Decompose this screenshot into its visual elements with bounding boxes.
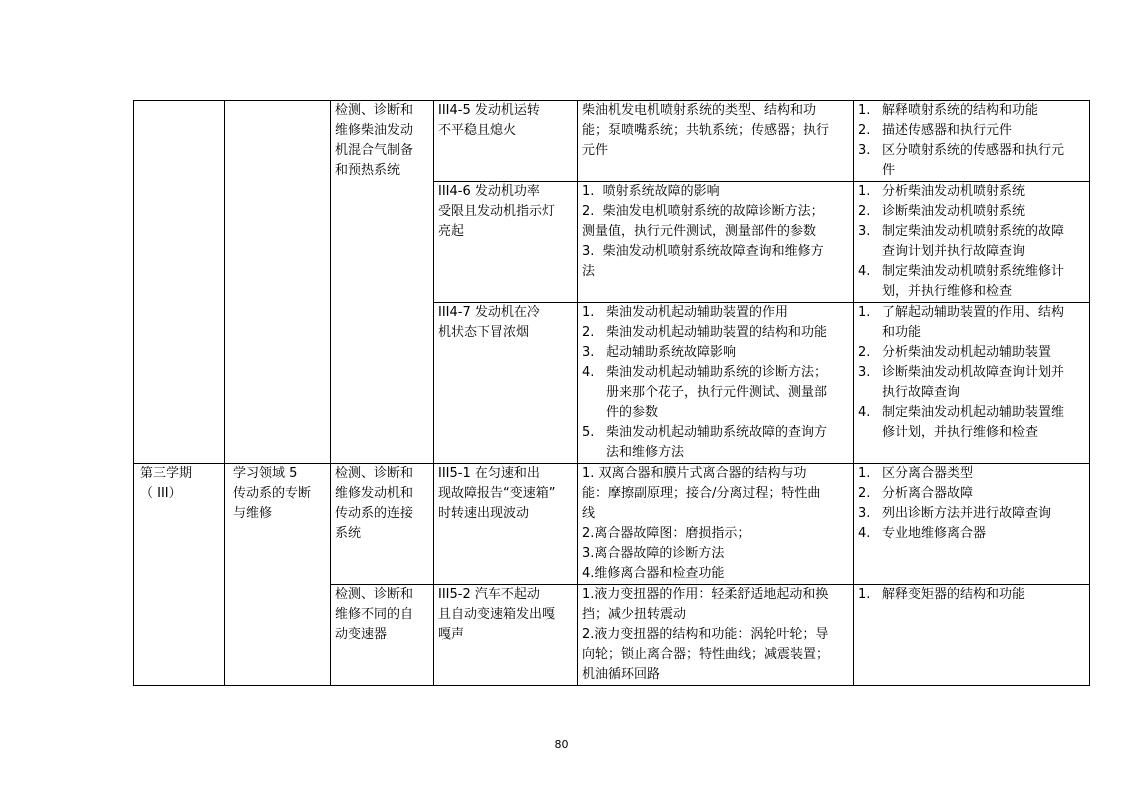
task-line: III4-7 发动机在冷 bbox=[438, 305, 540, 320]
content-cell bbox=[578, 585, 854, 686]
content-item bbox=[582, 363, 849, 423]
content-line: 能；泵喷嘴系统；共轨系统；传感器；执行 bbox=[582, 123, 830, 138]
sub-area-line: 检测、诊断和 bbox=[335, 103, 414, 118]
goal-item bbox=[858, 303, 1085, 343]
goals-cell bbox=[854, 585, 1090, 686]
sub-area-line: 维修发动机和 bbox=[335, 486, 414, 501]
goals-cell bbox=[854, 464, 1090, 585]
sub-area-line: 系统 bbox=[335, 526, 362, 541]
task-line: 亮起 bbox=[438, 224, 465, 239]
content-cell bbox=[578, 464, 854, 585]
goal-number: 1. bbox=[858, 587, 871, 602]
content-number: 4. bbox=[582, 365, 595, 380]
goal-number: 4. bbox=[858, 526, 871, 541]
goal-text: 解释变矩器的结构和功能 bbox=[882, 587, 1026, 602]
content-line: 2. 柴油发电机喷射系统的故障诊断方法； bbox=[582, 204, 824, 219]
curriculum-table bbox=[133, 100, 1090, 686]
semester-cell bbox=[134, 464, 225, 686]
content-number: 5. bbox=[582, 425, 595, 440]
goal-number: 3. bbox=[858, 506, 871, 521]
content-line: 元件 bbox=[582, 143, 609, 158]
content-line: 3. 柴油发动机喷射系统故障查询和维修方 bbox=[582, 244, 824, 259]
content-cell bbox=[578, 303, 854, 464]
goal-item bbox=[858, 504, 1085, 524]
task-line: 不平稳且熄火 bbox=[438, 123, 517, 138]
sub-area-line: 检测、诊断和 bbox=[335, 587, 414, 602]
task-cell bbox=[434, 585, 578, 686]
content-line: 2.离合器故障图：磨损指示； bbox=[582, 526, 751, 541]
content-item bbox=[582, 423, 849, 463]
goal-number: 1. bbox=[858, 103, 871, 118]
content-text: 册来那个花子，执行元件测试、测量部 bbox=[606, 385, 828, 400]
content-line: 法 bbox=[582, 264, 596, 279]
sub-area-line: 维修不同的自 bbox=[335, 607, 414, 622]
goal-number: 4. bbox=[858, 264, 871, 279]
goal-text: 划，并执行维修和检查 bbox=[882, 284, 1013, 299]
goal-number: 1. bbox=[858, 466, 871, 481]
goals-cell bbox=[854, 182, 1090, 303]
table-row bbox=[134, 464, 1090, 585]
goal-text: 区分离合器类型 bbox=[882, 466, 974, 481]
goal-text: 制定柴油发动机起动辅助装置维 bbox=[882, 405, 1065, 420]
goal-text: 专业地维修离合器 bbox=[882, 526, 987, 541]
content-item bbox=[582, 323, 849, 343]
goal-item bbox=[858, 141, 1085, 181]
content-line: 1. 双离合器和膜片式离合器的结构与功 bbox=[582, 466, 807, 481]
goal-item bbox=[858, 182, 1085, 202]
sub-area-line: 维修柴油发动 bbox=[335, 123, 414, 138]
learning-field-cell bbox=[225, 464, 331, 686]
sub-area-cell bbox=[331, 101, 434, 464]
goal-item bbox=[858, 524, 1085, 544]
goal-text: 诊断柴油发动机故障查询计划并 bbox=[882, 365, 1065, 380]
content-text: 法和维修方法 bbox=[606, 445, 685, 460]
sub-area-line: 机混合气制备 bbox=[335, 143, 414, 158]
goal-text: 了解起动辅助装置的作用、结构 bbox=[882, 305, 1065, 320]
goal-item bbox=[858, 363, 1085, 403]
goal-text: 制定柴油发动机喷射系统维修计 bbox=[882, 264, 1065, 279]
task-line: III5-1 在匀速和出 bbox=[438, 466, 540, 481]
learning-field-line: 传动系的专断 bbox=[233, 486, 312, 501]
goal-text: 解释喷射系统的结构和功能 bbox=[882, 103, 1039, 118]
goal-item bbox=[858, 262, 1085, 302]
content-number: 2. bbox=[582, 325, 595, 340]
task-cell bbox=[434, 101, 578, 182]
goal-number: 3. bbox=[858, 143, 871, 158]
goal-number: 2. bbox=[858, 486, 871, 501]
task-line: 机状态下冒浓烟 bbox=[438, 325, 530, 340]
content-line: 2.液力变扭器的结构和功能：涡轮叶轮；导 bbox=[582, 627, 829, 642]
goal-item bbox=[858, 484, 1085, 504]
goal-text: 诊断柴油发动机喷射系统 bbox=[882, 204, 1026, 219]
content-item bbox=[582, 343, 849, 363]
goal-item bbox=[858, 464, 1085, 484]
content-line: 机油循环回路 bbox=[582, 667, 661, 682]
content-line: 测量值，执行元件测试，测量部件的参数 bbox=[582, 224, 817, 239]
goal-text: 执行故障查询 bbox=[882, 385, 961, 400]
table-row bbox=[134, 101, 1090, 182]
goals-cell bbox=[854, 303, 1090, 464]
task-cell bbox=[434, 303, 578, 464]
goal-item bbox=[858, 101, 1085, 121]
goal-text: 查询计划并执行故障查询 bbox=[882, 244, 1026, 259]
goal-number: 1. bbox=[858, 184, 871, 199]
content-cell bbox=[578, 182, 854, 303]
content-text: 柴油发动机起动辅助装置的结构和功能 bbox=[606, 325, 828, 340]
goal-item bbox=[858, 403, 1085, 443]
learning-field-line: 与维修 bbox=[233, 506, 273, 521]
goal-text: 分析离合器故障 bbox=[882, 486, 974, 501]
content-text: 柴油发动机起动辅助系统故障的查询方 bbox=[606, 425, 828, 440]
goal-item bbox=[858, 343, 1085, 363]
content-line: 柴油机发电机喷射系统的类型、结构和功 bbox=[582, 103, 817, 118]
goal-number: 1. bbox=[858, 305, 871, 320]
task-line: 受限且发动机指示灯 bbox=[438, 204, 556, 219]
sub-area-line: 和预热系统 bbox=[335, 163, 401, 178]
semester-cell-empty bbox=[134, 101, 225, 464]
task-cell bbox=[434, 182, 578, 303]
task-line: III4-5 发动机运转 bbox=[438, 103, 540, 118]
content-text: 柴油发动机起动辅助装置的作用 bbox=[606, 305, 789, 320]
goal-number: 4. bbox=[858, 405, 871, 420]
content-text: 件的参数 bbox=[606, 405, 659, 420]
sub-area-line: 传动系的连接 bbox=[335, 506, 414, 521]
sub-area-cell bbox=[331, 464, 434, 585]
content-line: 1.液力变扭器的作用：轻柔舒适地起动和换 bbox=[582, 587, 829, 602]
goal-item bbox=[858, 121, 1085, 141]
sub-area-cell bbox=[331, 585, 434, 686]
task-cell bbox=[434, 464, 578, 585]
task-line: III5-2 汽车不起动 bbox=[438, 587, 540, 602]
learning-field-cell-empty bbox=[225, 101, 331, 464]
content-line: 线 bbox=[582, 506, 596, 521]
content-line: 能：摩擦副原理；接合/分离过程；特性曲 bbox=[582, 486, 821, 501]
goal-text: 和功能 bbox=[882, 325, 922, 340]
content-line: 向轮；锁止离合器；特性曲线；减震装置； bbox=[582, 647, 830, 662]
sub-area-line: 检测、诊断和 bbox=[335, 466, 414, 481]
semester-label: 第三学期 bbox=[140, 466, 193, 481]
content-line: 4.维修离合器和检查功能 bbox=[582, 566, 725, 581]
goal-number: 2. bbox=[858, 204, 871, 219]
content-text: 起动辅助系统故障影响 bbox=[606, 345, 737, 360]
page-number: 80 bbox=[554, 738, 569, 751]
content-line: 挡；减少扭转震动 bbox=[582, 607, 687, 622]
task-line: 时转速出现波动 bbox=[438, 506, 530, 521]
goal-text: 修计划，并执行维修和检查 bbox=[882, 425, 1039, 440]
content-number: 1. bbox=[582, 305, 595, 320]
content-line: 3.离合器故障的诊断方法 bbox=[582, 546, 725, 561]
goal-text: 分析柴油发动机喷射系统 bbox=[882, 184, 1026, 199]
task-line: 且自动变速箱发出嘎 bbox=[438, 607, 556, 622]
goal-text: 描述传感器和执行元件 bbox=[882, 123, 1013, 138]
task-line: III4-6 发动机功率 bbox=[438, 184, 540, 199]
sub-area-line: 动变速器 bbox=[335, 627, 388, 642]
semester-label: （ III） bbox=[140, 486, 182, 501]
goal-text: 件 bbox=[882, 163, 896, 178]
content-text: 柴油发动机起动辅助系统的诊断方法； bbox=[606, 365, 828, 380]
content-line: 1. 喷射系统故障的影响 bbox=[582, 184, 720, 199]
goal-text: 分析柴油发动机起动辅助装置 bbox=[882, 345, 1052, 360]
content-number: 3. bbox=[582, 345, 595, 360]
goal-number: 3. bbox=[858, 224, 871, 239]
task-line: 现故障报告“变速箱” bbox=[438, 486, 556, 501]
goal-text: 制定柴油发动机喷射系统的故障 bbox=[882, 224, 1065, 239]
learning-field-line: 学习领域 5 bbox=[233, 466, 298, 481]
goals-cell bbox=[854, 101, 1090, 182]
goal-item bbox=[858, 222, 1085, 262]
goal-text: 列出诊断方法并进行故障查询 bbox=[882, 506, 1052, 521]
goal-number: 2. bbox=[858, 123, 871, 138]
goal-item bbox=[858, 202, 1085, 222]
goal-number: 2. bbox=[858, 345, 871, 360]
goal-number: 3. bbox=[858, 365, 871, 380]
content-cell bbox=[578, 101, 854, 182]
goal-item bbox=[858, 585, 1085, 605]
content-item bbox=[582, 303, 849, 323]
goal-text: 区分喷射系统的传感器和执行元 bbox=[882, 143, 1065, 158]
task-line: 嘎声 bbox=[438, 627, 465, 642]
